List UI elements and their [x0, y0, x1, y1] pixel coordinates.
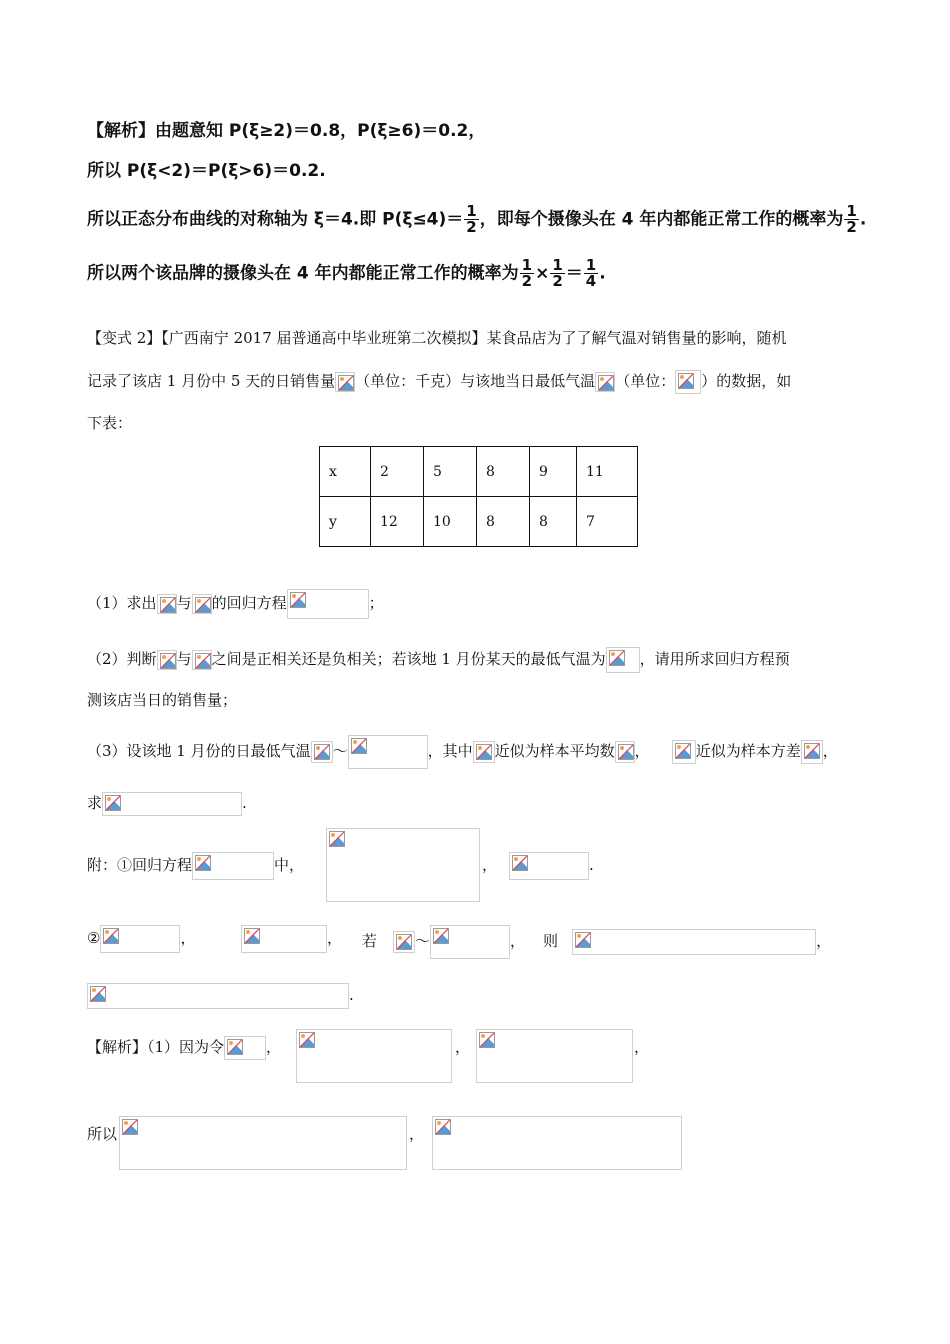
- solution2-comma: ，: [409, 1125, 425, 1143]
- problem-line-2: 记录了该店 1 月份中 5 天的日销售量 （单位：千克）与该地当日最低气温 （单位： ）的数据，如: [87, 370, 791, 394]
- fraction-half: $\frac{1}{2}$: [552, 256, 563, 290]
- broken-image-icon: [672, 740, 696, 764]
- appendix-line-1b: ， .: [482, 852, 594, 880]
- problem-line-3: 下表：: [87, 414, 133, 432]
- table-cell: 10: [424, 497, 477, 547]
- broken-image-icon: [192, 594, 212, 614]
- data-table: [319, 446, 638, 547]
- broken-image-icon: [675, 370, 701, 394]
- broken-image-icon: [473, 741, 495, 763]
- appendix-line-2c: 若 ～ ， 则 ，: [362, 925, 831, 959]
- table-cell: 7: [577, 497, 638, 547]
- table-cell: 8: [530, 497, 577, 547]
- question-2-cont: 测该店当日的销售量；: [87, 691, 238, 709]
- solution-line-2: 所以 P(ξ<2)＝P(ξ>6)＝0.2.: [87, 161, 326, 181]
- broken-image-icon: [801, 740, 823, 764]
- question-3-cont: 求 .: [87, 792, 247, 816]
- table-row: [320, 447, 638, 497]
- question-3: （3）设该地 1 月份的日最低气温 ～ ，其中 近似为样本平均数 ， 近似为样本方差 ，: [87, 735, 838, 769]
- table-cell: 9: [530, 447, 577, 497]
- table-cell: 8: [477, 497, 530, 547]
- broken-image-icon: [192, 650, 212, 670]
- appendix-line-1: 附：①回归方程 中，: [87, 852, 304, 880]
- broken-image-icon: [595, 372, 615, 392]
- broken-image-icon: [393, 931, 415, 953]
- table-cell: 2: [371, 447, 424, 497]
- broken-image-icon: [224, 1036, 266, 1060]
- broken-image-icon: [348, 735, 428, 769]
- broken-image-icon: [119, 1116, 407, 1170]
- broken-image-icon: [157, 650, 177, 670]
- broken-image-icon: [606, 647, 640, 673]
- fraction-half: $\frac{1}{2}$: [521, 256, 533, 290]
- broken-image-icon: [572, 929, 816, 955]
- broken-image-icon: [157, 594, 177, 614]
- appendix-line-2: ② ，: [87, 925, 195, 953]
- table-cell: 8: [477, 447, 530, 497]
- table-cell: 12: [371, 497, 424, 547]
- solution2-comma: ，: [634, 1038, 650, 1056]
- broken-image-icon: [509, 852, 589, 880]
- broken-image-icon: [192, 852, 274, 880]
- broken-image-icon: [241, 925, 327, 953]
- broken-image-icon: [476, 1029, 633, 1083]
- solution-line-3: 所以正态分布曲线的对称轴为 ξ＝4.即 P(ξ≤4)＝ $\frac{1}{2}$ ，即每个摄像头在 4 年内都能正常工作的概率为 $\frac{1}{2}$ .: [87, 202, 867, 236]
- solution-label: 【解析】: [87, 121, 155, 141]
- question-2: （2）判断 与 之间是正相关还是负相关；若该地 1 月份某天的最低气温为 ，请用所求回归方程预: [87, 647, 790, 673]
- appendix-line-3: .: [87, 983, 354, 1009]
- solution2-line-2: 所以: [87, 1125, 118, 1143]
- fraction-half: $\frac{1}{2}$: [846, 202, 857, 236]
- question-1: （1）求出 与 的回归方程 ；: [87, 589, 384, 619]
- solution2-comma: ，: [455, 1038, 471, 1056]
- broken-image-icon: [287, 589, 369, 619]
- broken-image-icon: [615, 741, 635, 763]
- fraction-quarter: $\frac{1}{4}$: [585, 256, 597, 290]
- table-cell: 11: [577, 447, 638, 497]
- appendix-line-2b: ，: [241, 925, 342, 953]
- solution-line-1: 【解析】由题意知 P(ξ≥2)＝0.8，P(ξ≥6)＝0.2，: [87, 121, 486, 141]
- broken-image-icon: [87, 983, 349, 1009]
- problem-line-1: 【变式 2】【广西南宁 2017 届普通高中毕业班第二次模拟】某食品店为了了解气温对销售量的影响，随机: [87, 329, 787, 347]
- broken-image-icon: [311, 741, 333, 763]
- broken-image-icon: [432, 1116, 682, 1170]
- broken-image-icon: [326, 828, 480, 902]
- solution2-line-1: 【解析】（1）因为令 ，: [87, 1036, 281, 1060]
- broken-image-icon: [430, 925, 510, 959]
- table-cell: x: [320, 447, 371, 497]
- broken-image-icon: [100, 925, 180, 953]
- broken-image-icon: [335, 372, 355, 392]
- table-cell: y: [320, 497, 371, 547]
- table-row: [320, 497, 638, 547]
- solution-line-4: 所以两个该品牌的摄像头在 4 年内都能正常工作的概率为 $\frac{1}{2}$ × $\frac{1}{2}$ ＝ $\frac{1}{4}$ .: [87, 256, 606, 290]
- table-cell: 5: [424, 447, 477, 497]
- broken-image-icon: [102, 792, 242, 816]
- broken-image-icon: [296, 1029, 452, 1083]
- fraction-half: $\frac{1}{2}$: [466, 202, 477, 236]
